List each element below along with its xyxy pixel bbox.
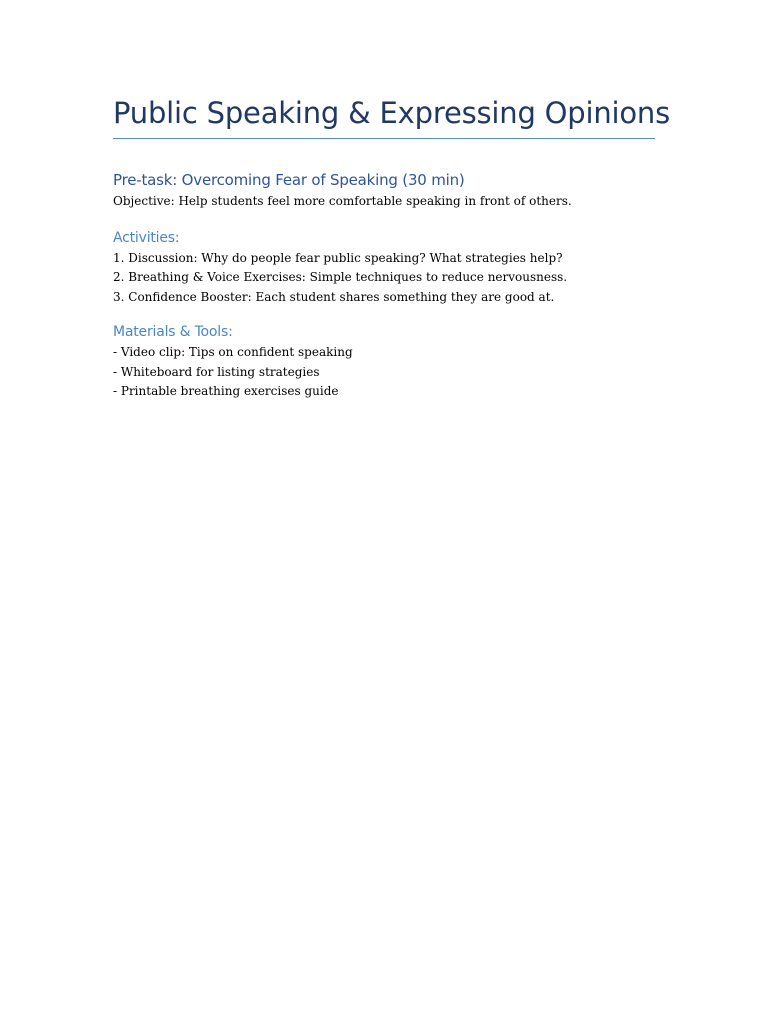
document-title: Public Speaking & Expressing Opinions [113, 96, 671, 130]
material-item: - Whiteboard for listing strategies [113, 364, 320, 379]
activity-item: 2. Breathing & Voice Exercises: Simple techniques to reduce nervousness. [113, 270, 568, 284]
section-heading: Pre-task: Overcoming Fear of Speaking (30 min) [113, 171, 465, 189]
material-item: - Printable breathing exercises guide [113, 384, 339, 398]
material-item: - Video clip: Tips on confident speaking [113, 345, 353, 359]
activities-list [113, 249, 655, 308]
materials-heading: Materials & Tools: [113, 324, 233, 340]
activities-heading: Activities: [113, 229, 180, 246]
document-body [113, 94, 671, 402]
activity-item: 3. Confidence Booster: Each student shares something they are good at. [113, 289, 555, 304]
activity-item: 1. Discussion: Why do people fear public speaking? What strategies help? [113, 250, 563, 265]
objective-text: Objective: Help students feel more comfortable speaking in front of others. [113, 194, 572, 208]
title-underline [113, 138, 655, 139]
materials-list [113, 343, 655, 402]
